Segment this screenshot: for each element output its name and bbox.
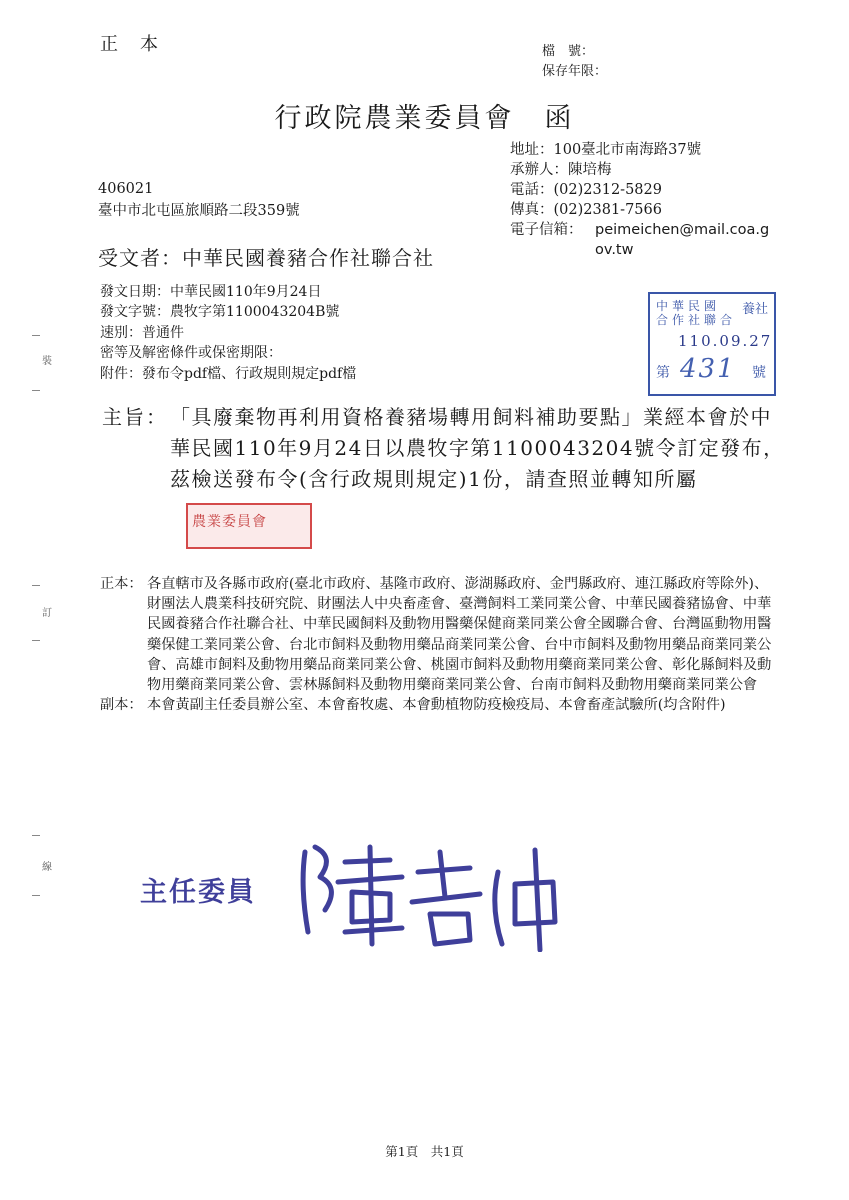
subject-body: 「具廢棄物再利用資格養豬場轉用飼料補助要點」業經本會於中華民國110年9月24日以農牧字第1100043204號令訂定發布，茲檢送發布令(含行政規則規定)1份，請查照並轉知所屬 <box>170 405 785 491</box>
distribution-list <box>100 574 780 715</box>
recipient-address: 臺中市北屯區旅順路二段359號 <box>98 203 300 219</box>
document-title: 行政院農業委員會 函 <box>274 103 575 134</box>
copy-mark: 正本 <box>100 34 180 55</box>
sender-email <box>510 220 770 258</box>
handwritten-signature <box>140 832 580 952</box>
received-stamp <box>648 292 776 396</box>
page-footer: 第1頁 共1頁 <box>385 1144 464 1159</box>
stamp-corner: 養社 <box>741 302 768 317</box>
signatory-title: 主任委員 <box>140 877 256 908</box>
sender-contact: 承辦人：陳培梅 <box>510 162 612 178</box>
recipient-name: 受文者：中華民國養豬合作社聯合社 <box>98 246 434 270</box>
stamp-no-suffix: 號 <box>752 365 766 381</box>
official-seal <box>186 503 312 549</box>
delivery-speed: 速別：普通件 <box>100 324 184 341</box>
issue-date: 發文日期：中華民國110年9月24日 <box>100 284 322 300</box>
signature-block <box>140 832 580 952</box>
copy-recipients <box>100 695 780 715</box>
sender-info <box>510 140 770 258</box>
binding-tick <box>32 390 40 391</box>
issue-number: 發文字號：農牧字第1100043204B號 <box>100 304 340 321</box>
stamp-org-line1: 中華民國 <box>656 299 721 313</box>
email-label: 電子信箱： <box>510 222 583 238</box>
file-number-label: 檔 號： <box>542 44 595 59</box>
attachments: 附件：發布令pdf檔、行政規則規定pdf檔 <box>100 365 357 382</box>
email-value[interactable]: peimeichen@mail.coa.g <box>595 222 770 238</box>
copy-list: 本會黃副主任委員辦公室、本會畜牧處、本會動植物防疫檢疫局、本會畜產試驗所(均含附件) <box>147 697 726 714</box>
sender-phone: 電話：(02)2312-5829 <box>510 182 662 198</box>
binding-tick <box>32 640 40 641</box>
binding-mark-ding: 訂 <box>42 608 52 619</box>
binding-tick <box>32 335 40 336</box>
postal-code: 406021 <box>98 181 154 197</box>
subject-label: 主旨： <box>102 405 168 429</box>
seal-text: 農業委員會 <box>192 514 267 530</box>
email-value-continued[interactable]: ov.tw <box>595 242 634 258</box>
recipient-address-block <box>98 178 300 222</box>
binding-mark-xian: 線 <box>42 862 52 873</box>
stamp-number: 431 <box>680 354 736 384</box>
file-info <box>542 42 607 82</box>
original-list: 各直轄市及各縣市政府(臺北市政府、基隆市政府、澎湖縣政府、金門縣政府、連江縣政府等除外)、財團法人農業科技研究院、財團法人中央畜產會、臺灣飼料工業同業公會、中華民國養豬協會、中華民國養豬合作社聯合社、中華民國飼料及動物用醫藥保健商業同業公會全國聯合會、台灣區動物用醫藥保健工業同業公會、台北市飼料及動物用藥品商業同業公會、台中市飼料及動物用藥品商業同業公會、高雄市飼料及動物用藥品商業同業公會、桃園市飼料及動物用藥商業同業公會、彰化縣飼料及動物用藥商業同業公會、雲林縣飼料及動物用藥商業同業公會、台南市飼料及動物用藥商業同業公會 <box>147 576 772 694</box>
binding-tick <box>32 835 40 836</box>
document-meta <box>100 282 356 384</box>
binding-mark-zhuang: 裝 <box>42 356 52 367</box>
retention-label: 保存年限： <box>542 64 608 79</box>
secrecy-level: 密等及解密條件或保密期限： <box>100 345 282 362</box>
stamp-org-line2: 合作社聯合 <box>656 313 737 327</box>
stamp-no-prefix: 第 <box>656 365 670 381</box>
original-recipients <box>100 574 780 695</box>
stamp-date: 110.09.27 <box>678 332 773 350</box>
sender-address: 地址：100臺北市南海路37號 <box>510 142 702 158</box>
binding-tick <box>32 895 40 896</box>
sender-fax: 傳真：(02)2381-7566 <box>510 202 662 218</box>
copy-label: 副本： <box>100 697 143 714</box>
binding-tick <box>32 585 40 586</box>
original-label: 正本： <box>100 576 143 592</box>
